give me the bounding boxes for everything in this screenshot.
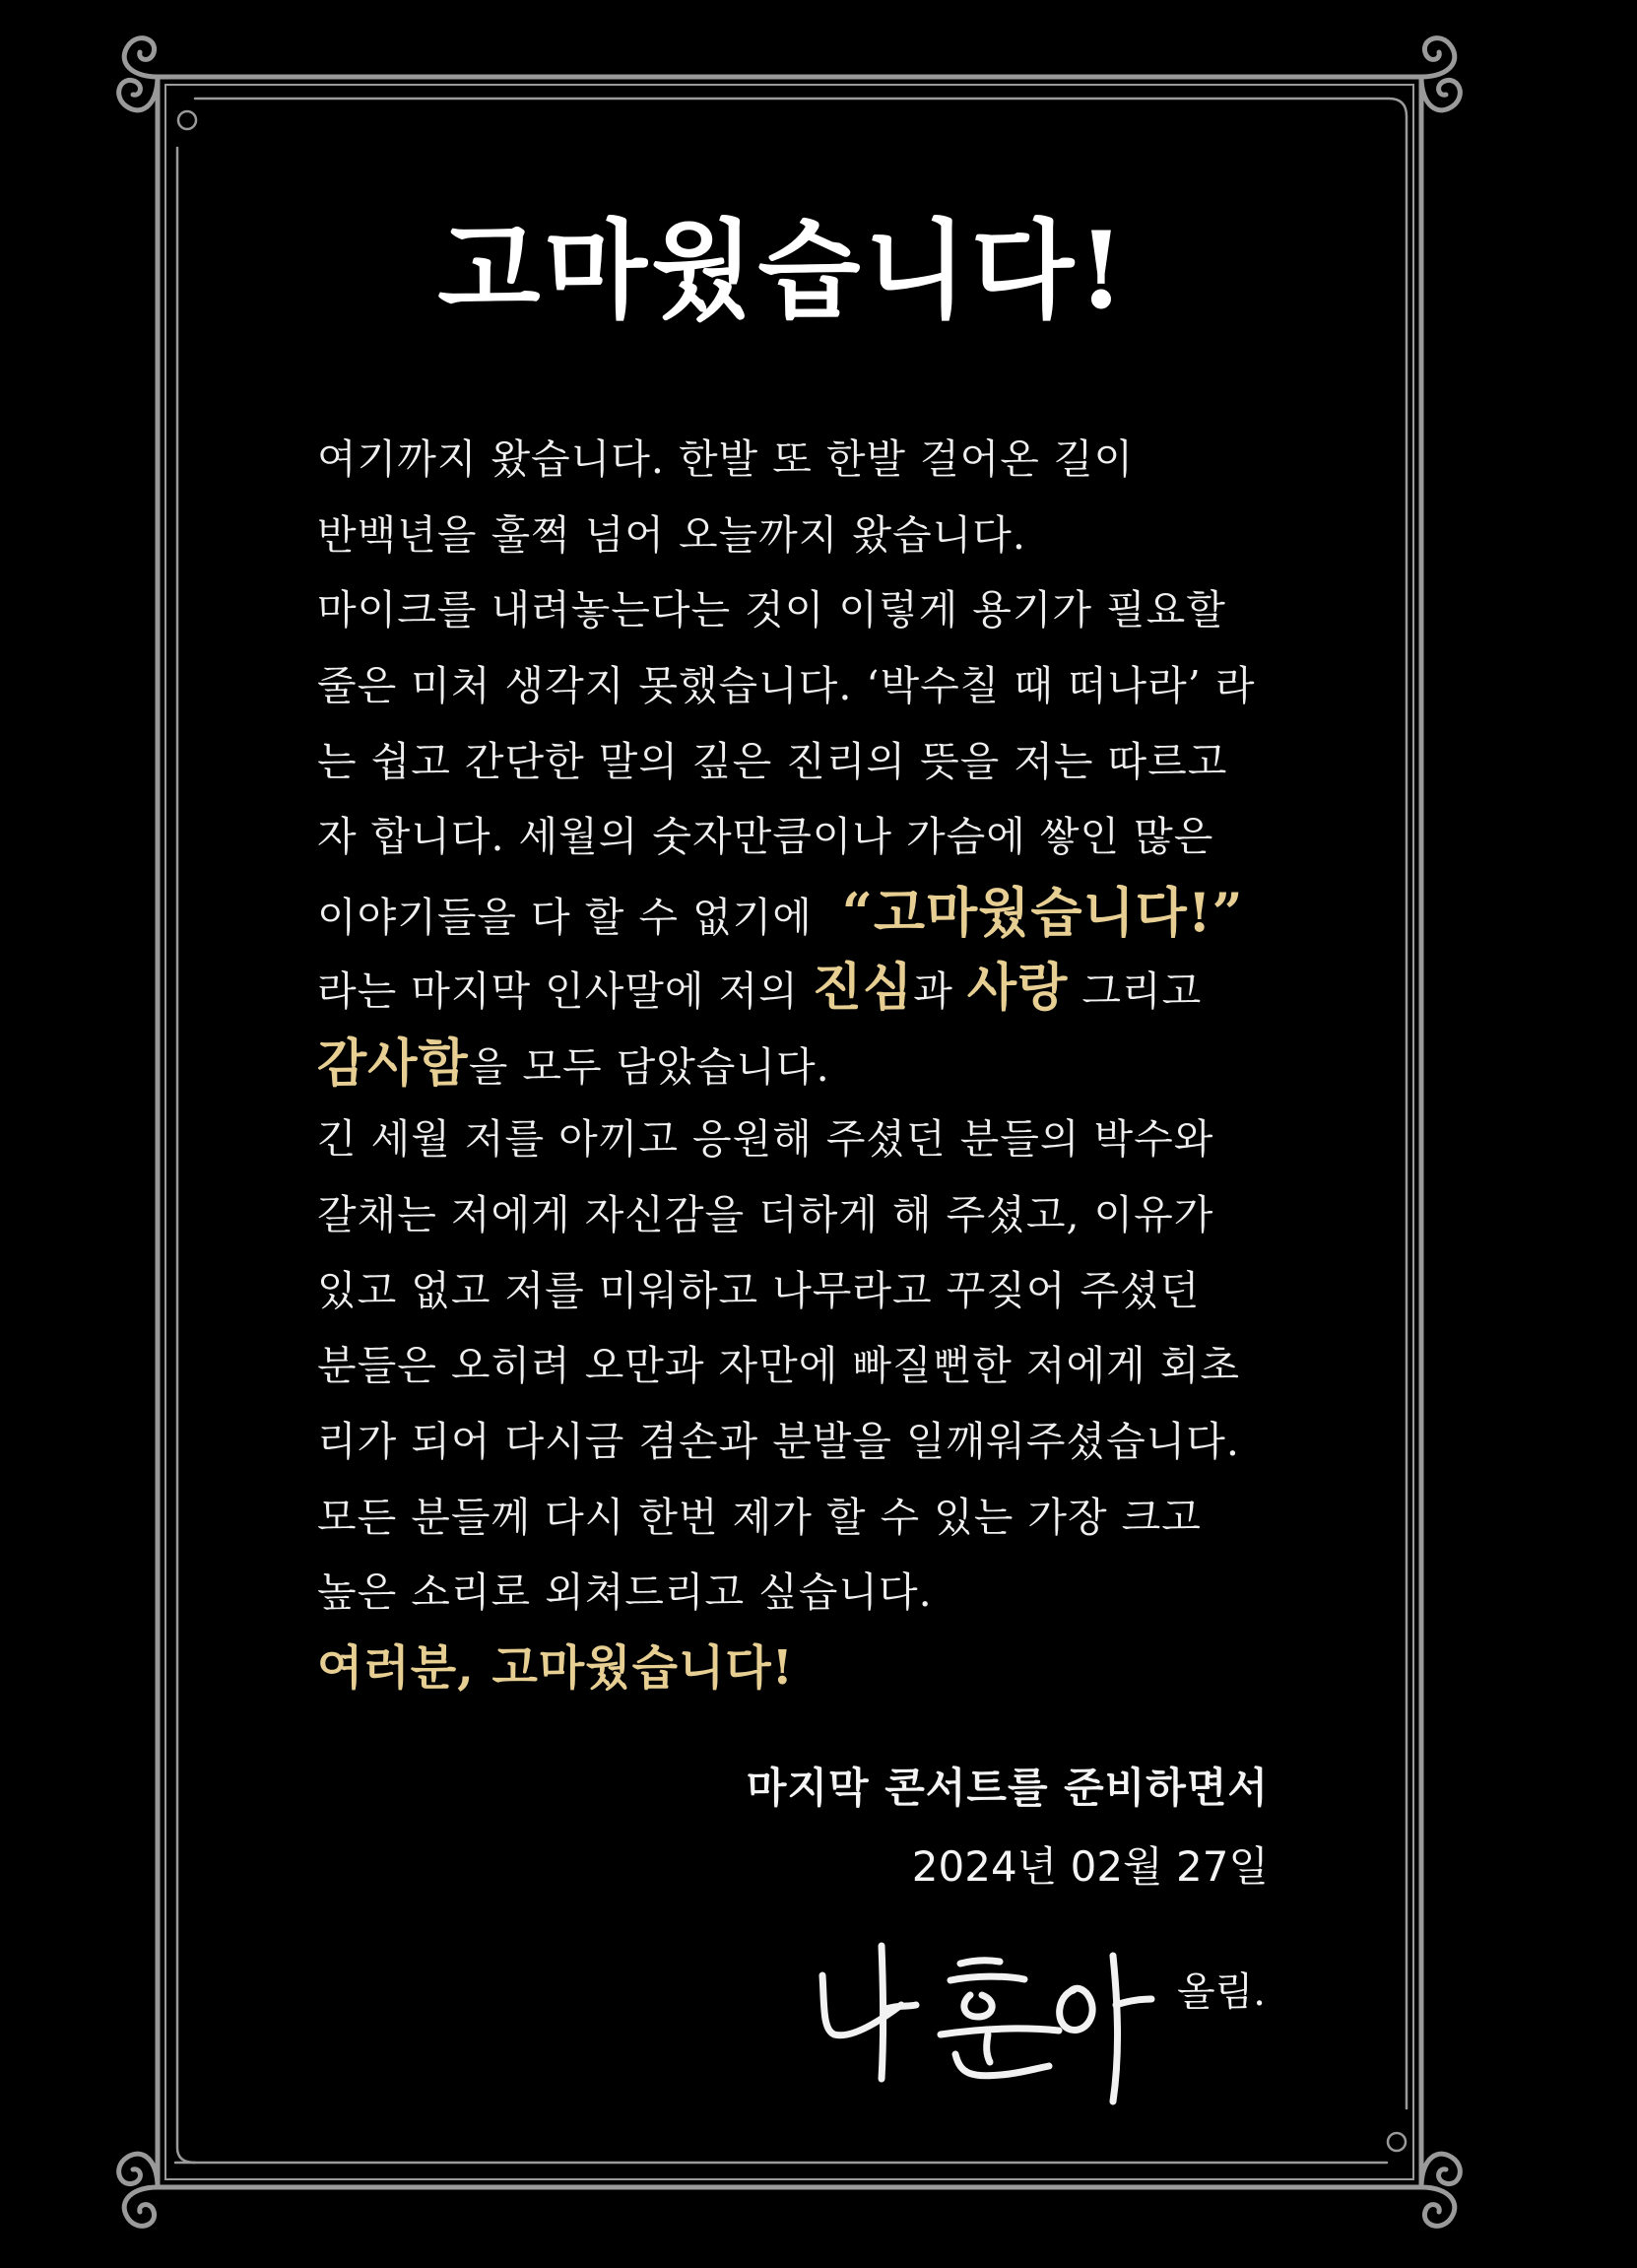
letter-line: 줄은 미처 생각지 못했습니다. ‘박수칠 때 떠나라’ 라 — [317, 662, 1256, 710]
letter-line: 있고 없고 저를 미워하고 나무라고 꾸짖어 주셨던 — [317, 1266, 1201, 1314]
letter-body — [317, 422, 1302, 1706]
letter-text: 을 모두 담았습니다. — [468, 1042, 830, 1091]
letter-line: 자 합니다. 세월의 숫자만큼이나 가슴에 쌓인 많은 — [317, 813, 1214, 861]
highlight-word-sincerity: 진심 — [812, 957, 914, 1018]
handwritten-signature — [813, 1936, 1157, 2108]
letter-line-gratitude — [317, 1027, 1302, 1102]
letter-line-quote — [317, 875, 1302, 951]
corner-scroll-top-right — [1421, 38, 1460, 110]
sign-occasion: 마지막 콘서트를 준비하면서 — [746, 1764, 1269, 1812]
highlight-word-gratitude: 감사함 — [317, 1033, 469, 1094]
letter-line: 반백년을 훌쩍 넘어 오늘까지 왔습니다. — [317, 510, 1026, 559]
highlight-quote: “고마웠습니다!” — [841, 881, 1244, 945]
closing-line: 여러분, 고마웠습니다! — [317, 1640, 794, 1696]
letter-line: 긴 세월 저를 아끼고 응원해 주셨던 분들의 박수와 — [317, 1115, 1214, 1164]
letter-line-highlights — [317, 951, 1302, 1027]
letter-line: 리가 되어 다시금 겸손과 분발을 일깨워주셨습니다. — [317, 1417, 1240, 1465]
letter-line: 모든 분들께 다시 한번 제가 할 수 있는 가장 크고 — [317, 1493, 1202, 1541]
letter-line: 높은 소리로 외쳐드리고 싶습니다. — [317, 1568, 933, 1617]
letter-line: 여기까지 왔습니다. 한발 또 한발 걸어온 길이 — [317, 435, 1135, 483]
letter-text: 이야기들을 다 할 수 없기에 — [317, 894, 813, 942]
letter-text: 과 — [913, 967, 967, 1015]
letter-line: 마이크를 내려놓는다는 것이 이렇게 용기가 필요할 — [317, 586, 1226, 634]
corner-scroll-bottom-right — [1421, 2154, 1460, 2226]
corner-scroll-bottom-left — [119, 2154, 158, 2226]
corner-scroll-top-left — [119, 38, 158, 110]
letter-line: 갈채는 저에게 자신감을 더하게 해 주셨고, 이유가 — [317, 1190, 1214, 1238]
letter-text: 라는 마지막 인사말에 저의 — [317, 967, 813, 1015]
letter-title: 고마웠습니다! — [437, 209, 1129, 333]
letter-line: 는 쉽고 간단한 말의 깊은 진리의 뜻을 저는 따르고 — [317, 737, 1228, 785]
sign-date: 2024년 02월 27일 — [911, 1842, 1269, 1891]
letter-line: 분들은 오히려 오만과 자만에 빠질뻔한 저에게 회초 — [317, 1342, 1240, 1390]
letter-text: 그리고 — [1068, 967, 1203, 1015]
sign-suffix: 올림. — [1177, 1969, 1266, 2015]
highlight-word-love: 사랑 — [966, 957, 1069, 1018]
